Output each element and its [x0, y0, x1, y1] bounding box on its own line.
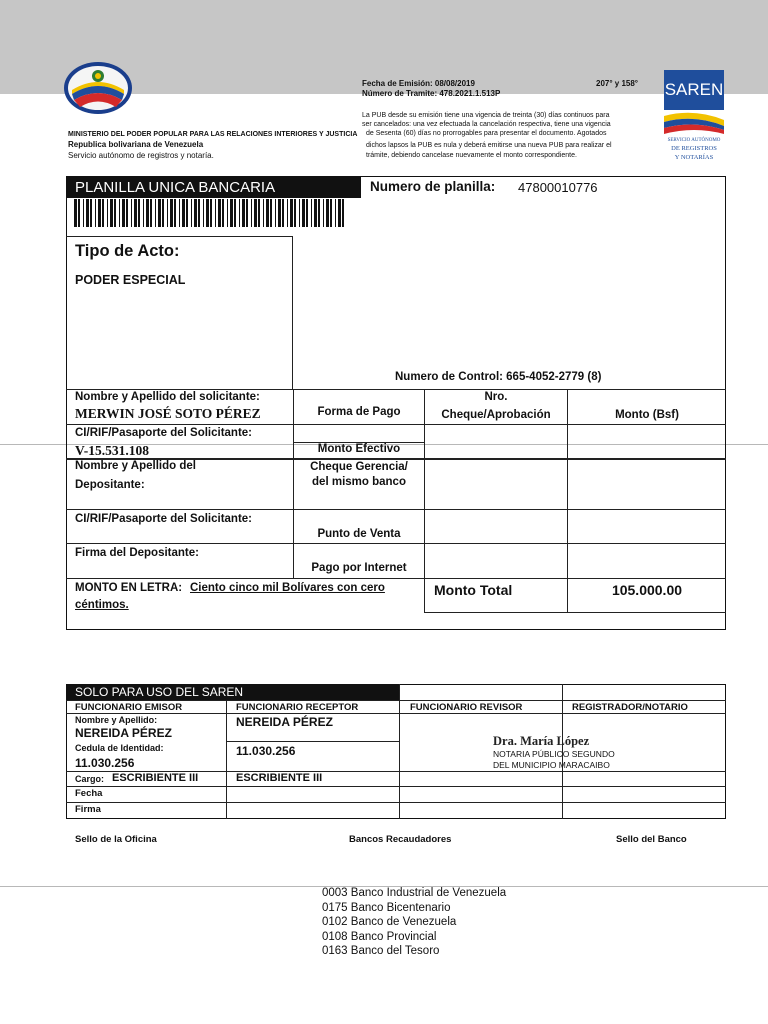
numero-control: Numero de Control: 665-4052-2779 (8): [395, 371, 602, 383]
pago-punto: Punto de Venta: [317, 528, 401, 540]
receptor-cedula: 11.030.256: [236, 744, 296, 758]
grid-line: [66, 713, 726, 714]
emisor-cargo: ESCRIBIENTE III: [112, 772, 199, 784]
tramite-number: Número de Tramite: 478.2021.1.513P: [362, 89, 501, 98]
pago-efectivo: Monto Efectivo: [317, 443, 401, 455]
col-receptor: FUNCIONARIO RECEPTOR: [236, 702, 359, 713]
saren-stripes-icon: [664, 110, 724, 136]
numero-planilla-value: 47800010776: [518, 180, 598, 195]
service-name: Servicio autónomo de registros y notaría.: [68, 151, 214, 160]
firma-label: Firma: [75, 804, 101, 815]
numero-planilla-label: Numero de planilla:: [370, 179, 496, 194]
grid-line: [66, 802, 726, 803]
saren-line3: Y NOTARÍAS: [674, 154, 714, 161]
bank-item: 0175 Banco Bicentenario: [322, 901, 451, 914]
grid-line: [399, 684, 400, 819]
saren-use-title: SOLO PARA USO DEL SAREN: [67, 685, 399, 700]
grid-line: [66, 389, 726, 390]
grid-line: [66, 578, 726, 579]
bank-item: 0102 Banco de Venezuela: [322, 916, 457, 928]
solicitante-value: MERWIN JOSÉ SOTO PÉREZ: [75, 406, 261, 421]
monto-letra-label: MONTO EN LETRA:: [75, 582, 183, 594]
tipo-acto-value: PODER ESPECIAL: [75, 273, 186, 287]
col-revisor: FUNCIONARIO REVISOR: [410, 702, 523, 713]
solicitante-label: Nombre y Apellido del solicitante:: [75, 391, 260, 403]
grid-line: [66, 543, 726, 544]
planilla-title: PLANILLA UNICA BANCARIA: [67, 177, 361, 198]
bank-item: 0108 Banco Provincial: [322, 930, 437, 943]
bank-item: 0003 Banco Industrial de Venezuela: [322, 887, 507, 899]
ministry-emblem-icon: [62, 60, 134, 116]
emisor-nombre: NEREIDA PÉREZ: [75, 726, 172, 740]
grid-line: [66, 424, 726, 425]
col-monto: Monto (Bsf): [615, 409, 679, 421]
barcode-icon: [74, 199, 346, 227]
banks-list: [322, 886, 506, 959]
receptor-cargo: ESCRIBIENTE III: [236, 772, 323, 784]
pago-cheque-2: del mismo banco: [312, 476, 406, 488]
saren-line1: SERVICIO AUTÓNOMO: [667, 138, 721, 143]
monto-letra-value: Ciento cinco mil Bolívares con cero: [190, 582, 385, 594]
grid-line: [226, 741, 400, 742]
nombre-label: Nombre y Apellido:: [75, 715, 158, 725]
grid-line: [424, 612, 726, 613]
saren-logo-text: SAREN: [664, 70, 724, 110]
ci-value: V-15.531.108: [75, 443, 149, 458]
saren-line2: DE REGISTROS: [671, 145, 717, 152]
col-registrador: REGISTRADOR/NOTARIO: [572, 702, 688, 713]
grid-line: [66, 509, 726, 510]
col-emisor: FUNCIONARIO EMISOR: [75, 702, 183, 713]
notice-line: dichos lapsos la PUB es nula y deberá emitirse una nueva PUB para realizar el: [366, 142, 612, 149]
col-forma-pago: Forma de Pago: [317, 406, 401, 418]
cargo-label: Cargo:: [75, 774, 104, 784]
sello-banco: Sello del Banco: [616, 834, 687, 845]
bank-item: 0163 Banco del Tesoro: [322, 945, 440, 957]
grid-line: [567, 389, 568, 612]
col-nro: Nro.: [484, 391, 508, 403]
notary-municipio: DEL MUNICIPIO MARACAIBO: [493, 760, 610, 770]
bancos-recaudadores: Bancos Recaudadores: [349, 834, 452, 845]
notice-line: La PUB desde su emisión tiene una vigencia de treinta (30) días continuos para: [362, 112, 610, 119]
firma-depositante-label: Firma del Depositante:: [75, 547, 199, 559]
pago-cheque: Cheque Gerencia/: [310, 461, 408, 473]
grid-line: [226, 700, 227, 819]
ministry-name: MINISTERIO DEL PODER POPULAR PARA LAS RELACIONES INTERIORES Y JUSTICIA: [68, 131, 358, 138]
depositante-label: Nombre y Apellido del: [75, 460, 196, 472]
ci2-label: CI/RIF/Pasaporte del Solicitante:: [75, 513, 253, 525]
grid-line: [66, 700, 726, 701]
sello-oficina: Sello de la Oficina: [75, 834, 157, 845]
monto-letra-value-2: céntimos.: [75, 599, 129, 611]
ci-label: CI/RIF/Pasaporte del Solicitante:: [75, 427, 253, 439]
emisor-cedula: 11.030.256: [75, 756, 135, 770]
monto-total-value: 105.000.00: [611, 582, 683, 598]
notary-title: NOTARIA PÚBLICO SEGUNDO: [493, 749, 615, 759]
depositante-label-2: Depositante:: [75, 479, 145, 491]
grid-line: [66, 786, 726, 787]
col-nro-2: Cheque/Aprobación: [441, 409, 551, 421]
receptor-nombre: NEREIDA PÉREZ: [236, 715, 333, 729]
notice-line: trámite, debiendo cancelase nuevamente el monto correspondiente.: [366, 152, 577, 159]
notary-name: Dra. María López: [493, 734, 590, 748]
fecha-label: Fecha: [75, 788, 103, 799]
notice-line: de Sesenta (60) días no prorrogables para presentar el documento. Agotados: [366, 130, 607, 137]
pago-internet: Pago por Internet: [311, 562, 407, 574]
saren-logo: [664, 70, 724, 170]
code-degree: 207° y 158°: [596, 79, 638, 88]
grid-line: [424, 389, 425, 612]
cedula-label: Cedula de Identidad:: [75, 743, 164, 753]
notice-line: ser cancelados: una vez efectuada la cancelación respectiva, tiene una vigencia: [362, 121, 611, 128]
republic-name: Republica bolivariana de Venezuela: [68, 140, 204, 149]
tipo-acto-label: Tipo de Acto:: [75, 242, 180, 260]
monto-total-label: Monto Total: [434, 582, 513, 598]
issue-date: Fecha de Emisión: 08/08/2019: [362, 79, 475, 88]
